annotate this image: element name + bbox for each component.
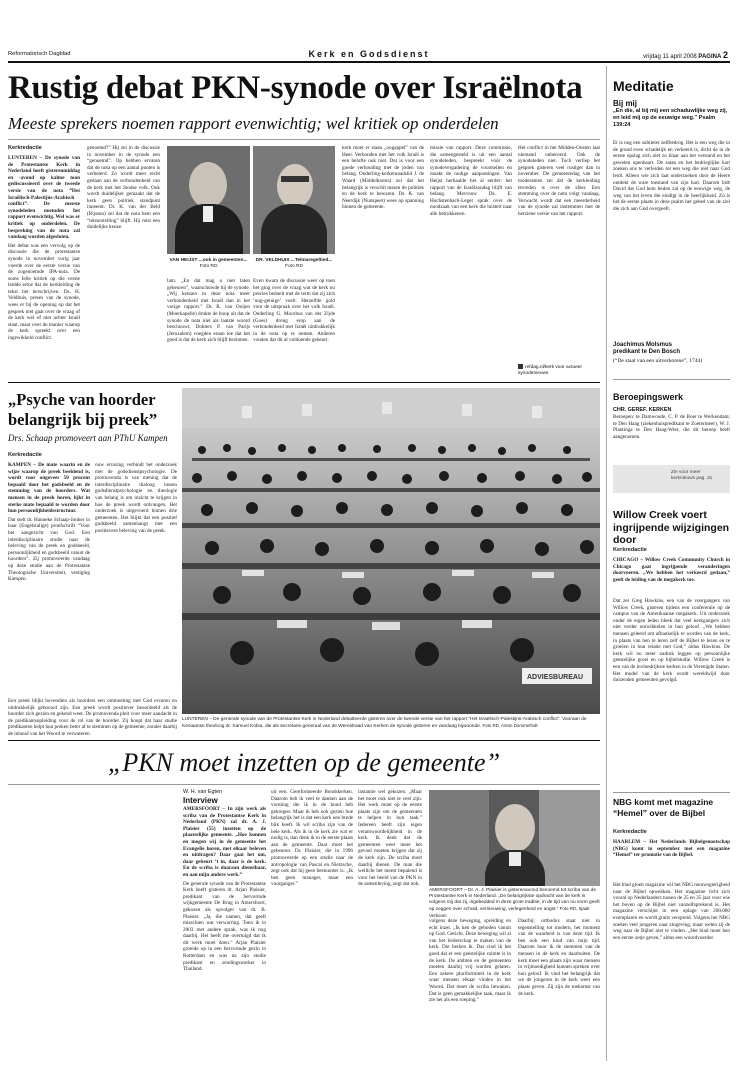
main-column-2 [87,145,160,378]
psyche-column-extra [8,698,177,738]
psyche-col3-text: Een preek blijkt bovendien als hoorders een ontmoeting met God ervaren en uitdrukkelijk gebouwd zijn. Een preek wordt positiever beoordeeld als de hoorder zich gezien en gekend weet. De promovenda pleit voor meer aandacht in de predikantsopleiding voor de rol van de hoorder. Zij hoopt dat haar studie predikanten helpt hun preken beter af te stemmen op de gemeente, zonder daarbij de inhoud van het Woord te verwateren. [8,698,177,737]
pkn-headline: „PKN moet inzetten op de gemeente” [107,748,501,777]
psyche-lead: KAMPEN – De mate waarin en de wijze waarop de preek beeldend is, wordt voor ongeveer 50 procent bepaald door het godsbeeld en de stemming van de hoorders. Wat mensen in de preek horen, lijkt in sterke mate bepaald te worden door hun persoonlijkheidsstructuur. [8,462,90,515]
meditation-verse: „En die, al bij mij een schaduwlijke weg zij, en leid mij op de eeuwige weg.” Psalm 139:24 [613,108,728,128]
main-kicker: Kerkredactie [8,145,42,151]
pkn-column-5 [518,918,600,1060]
photo-plaisier-caption [429,888,600,920]
pkn-col4-text: volgens deze beweging, spreiding en echt inzet. „Ik ken de gehoden vanuit op God. Gericht. Deze beweging wil al van het leiderschap te maken van de kerk. Die herken ik. Dat vind ik het goed dat er een geestelijke ruimte is in de kerk. De ambten en de gemeenten moeten daarbij vrij worden gelaten. Een zekere pluriformiteit in de kerk waar mensen elkaar vinden in het Woord. Dat moet de scriba bewaken. Dat is geen gemakkelijke taak, maar ik zie het als een roeping.” [429,918,511,1004]
main-column-3 [167,278,250,378]
pkn-col1-text: De generale synode van de Protestantse Kerk heeft gisteren dr. Arjan Plaisier, predikant van de hervormde wijkgemeente De Brug in Amersfoort, gekozen als opvolger van dr. B. Plaisier. „Ja, die namen, dat geeft misschien wat verwarring. Toen ik in 2003 met andere sprak, was ik nog daarbij. Het heeft me overtuigd dat ik dit werk moet doen.” Arjan Plaisier groeide op in een hervormde gezin in Rotterdam en was na zijn studie predikant en zendingswerker in Thailand. [183,880,266,973]
caption-credit: Foto RD, Sjaak Verboom [429,906,590,918]
main-col6-text: missie van rapport. Deze commissie, die samengesteld is uit een aantal synodeleden, bespreekt vóór de synodevergadering de voorstellen en maakt de nodige aanpassingen. Van Heijst herhaalde het al eerder: het rapport van de Israëlzondag blijft van belang. Mevrouw Ds. E. Hochstenbach-Leget sprak over de noodzaak van een kerk die luistert naar alle betrokkenen. [430,145,512,217]
meditation-rule [613,379,730,380]
psyche-col1-text: Dat stelt dr. Hanneke Schaap-Jonker in haar (Engelstalige) proefschrift “Voor het aangezicht van God. Een interdisciplinaire studie naar de beleving van de preek en godsbeeld, persoonlijkheid en godsbeeld vanuit de hoorders”. Zij promoveerde vandaag op deze studie aan de Protestantse Theologische Universiteit, vestiging Kampen. [8,516,90,583]
conference-photo-art [182,388,600,714]
web-icon [518,364,523,369]
main-column-4 [253,278,335,378]
appointments-more-box [613,465,730,493]
willow-lead: CHICAGO – Willow Creek Community Church in Chicago gaat ingrijpende veranderingen doorvoeren. „We hebben het verkeerd gedaan,” geeft de leiding van de megakerk toe. [613,557,730,583]
pkn-col2-text: uit een. Gereformeerde Bondskerken. Daarom heb ik veel te danken aan de vorming die ik in de bond heb gekregen. Maar ik heb ook gezien hoe belangrijk het is dat een kerk een brede blik heeft. Ik wil scriba zijn van de hele kerk. Als ik in de kerk zie wat er nodig is, dan denk ik in de eerste plaats aan de gemeente. Daar moet het gebeuren. Dr. Plaisier, die in 1996 promoveerde op een studie naar de antropologie van Pascal en Nietzsche, zegt ook dat hij geen bestuurder is. „Ik ben geen manager, maar een voorganger.” [271,789,353,888]
conference-caption-text: LUNTEREN – De generale synode van de Protestantse Kerk in Nederland debatteerde gisteren over de tweede versie van het rapport “Het Israëlisch-Palestijns-Arabisch conflict”. Vooraan de Keniaanse theoloog dr. Samuel Kobia, die als secretaris-generaal van de Wereldraad van Kerken de synode gisteren en vandaag bijwoonde. [182,717,587,729]
conference-caption [182,717,600,730]
main-col1-text: Het debat was een vervolg op de discussie die de protestantse synode in november vorig jaar voerde over de eerste versie van de zogenoemde IPA-nota. De soms felle kritiek op die versie leidde ertoe dat de kerkleiding de tekst liet herschrijven. Ds. H. Veldhuis, preses van de synode, wees er bij de opening op dat het gesprek niet gaat over de vraag of de kerk wel of niet achter Israël staat, maar over de manier waarop de kerk spreekt over een ingewikkeld conflict. [8,242,80,342]
conference-bottom-rule [8,740,600,741]
main-col3-text: lam. „En dat mag u niet laten gebeuren”, waarschuwde hij de synode. „Wij kennen in deze nota meer verbondenheid met Israël dan in het vorige rapport.” Dr. R. van Ooijen (Moerkapelle) drukte de hoop uit dat de synode de nota niet als laatste woord beschouwt. Dokters P. van Parijs (Jeruzalem) voegden eraan toe dat het goed is dat de kerk zich blijft bezinnen. [167,278,250,344]
date-text: vrijdag 11 april 2008 [643,54,697,60]
main-col7-text: Het conflict in het Midden-Oosten laat niemand onberoerd. Ook de synodeleden niet. Toch verliep het gesprek gisteren veel rustiger dan in november. De gemeentedag van het moderamen zei dat de kerkleiding tevreden is over de sfeer. Een stemming over de nota volgt vandaag. Verwacht wordt dat een meerderheid van de synode zal instemmen met de herziene versie van het rapport. [518,145,600,217]
main-lead: LUNTEREN – De synode van de Protestantse Kerk in Nederland heeft gisterenmiddag en -avond op kalme toon gediscussieerd over de tweede versie van de nota “Het Israëlisch-Palestijns-Arabisch conflict”. De meeste synodeleden noemden het rapport evenwichtig. Wel was er kritiek op onderdelen. De bespreking van de nota zal vandaag worden afgesloten. [8,155,80,241]
photo-van-heijst [167,146,250,254]
appointments-title: Beroepingswerk [613,392,684,402]
main-col4-text: Even kwam de discussie weer op toen het ging over de vraag wat de kerk nu precies bedoelt met de term dat zij zich ‘oog-getuige’ voelt. Hetzelfde gold voor de uitspraak over het volk Israël. Onderling G. Moorhus van der Zijde (Goes) drong erop aan de verbondenheid met Israël uitdrukkelijk in de nota op te nemen. Anderen vonden dat dit al voldoende gebeurt. [253,278,335,344]
web-link-text: refdag.nl/kerk voor actueel synodenieuws [518,364,582,376]
willow-kicker: Kerkredactie [613,547,647,553]
appointments-text: Beroepen: te Damwoude, C. P. de Boer te Werkendam; te Den Haag (ziekenhuispredikant te Zoetermeer), W. J. Plantinga te Den Haag-West, die dit beroep heeft aangenomen. [613,414,730,440]
section-name: Kerk en Godsdienst [308,49,430,59]
header-rule [8,61,730,63]
pkn-label: Interview [183,796,218,805]
photo-plaisier [429,790,600,886]
willow-body: Dat zei Greg Hawkins, een van de voorgangers van Willow Creek, gisteren tijdens een conferentie op de campus van de Amerikaanse megakerk. Uit onderzoek onder de eigen leden bleek dat veel kerkgangers zich niet verder ontwikkelen in hun geloof. „We hebben mensen geleerd om afhankelijk te worden van de kerk, in plaats van hen te leren zelf de Bijbel te lezen en te groeien in hun relatie met God,” aldus Hawkins. De kerk wil nu meer nadruk leggen op persoonlijke geestelijke groei en op bijbelstudie. Willow Creek is een van de invloedrijkste kerken in de Verenigde Staten. Het model van de kerk wordt wereldwijd door duizenden gemeenten gevolgd. [613,598,730,684]
pkn-column-3 [358,789,422,1060]
main-column-5 [342,145,424,378]
pkn-column-2 [271,789,353,1060]
pkn-col3-text: instantie wel gekozen. „Maar het moet ook niet te veel zijn. Het werk moet op de eerste plaats zijn om de gemeenten te helpen in hun taak.” Iedereen heeft zijn eigen verantwoordelijkheid in de kerk. Ik denk dat de gemeenten weer meer het gevoel moeten krijgen dat zij de kerk zijn. De scriba moet daarbij dienen. De man die wellicht het meest bepalend is voor het beeld van de PKN in de samenleving, zegt dat ook. [358,789,422,888]
caption-credit: Foto RD [199,264,218,269]
appointments-more-text: Zie voor meer kerknieuws pag. 31 [671,470,713,481]
meditation-title: Meditatie [613,78,674,94]
meditation-heading: Bij mij [613,99,638,108]
caption-credit: Foto RD [285,264,303,269]
caption-text: VAN HEIJST ...ook in gemeenten... [169,258,248,263]
pkn-byline: W. H. van Egten [183,789,222,795]
nbg-body: Het blad gloeit magazine wil het NBG nieuwsgierigheid naar de Bijbel opwekken. Het magazine richt zich vooral op Nederlanders tussen de 25 en 35 jaar voor wie het boven op de Bijbel niet vanzelfsprekend is. Het magazine verschijnt in een oplage van 200.000 exemplaren en wordt gratis verspreid. Volgens het NBG zoeken veel jongeren naar zingeving, maar weten zij de weg naar de Bijbel niet te vinden. „Het blad moet hen een eerste zetje geven,” aldus een woordvoerder. [613,882,730,941]
pkn-lead: AMERSFOORT – In zijn werk als scriba van de Protestantse Kerk in Nederland (PKN) zal dr. A. J. Plaisier (55) inzetten op de plaatselijke gemeente. „Hoe kunnen en mogen wij in de gemeente het Evangelie horen, met elkaar beleven en uitdragen? Daar gaat het om, daar gebeurt ’t in, daar is de kerk. En de scriba is daaraan dienstbaar, en aan mijn andere werk.” [183,806,266,878]
conference-photo [182,388,600,714]
sidebar-divider [606,66,607,1061]
page-number: 2 [722,50,728,60]
main-subhead: Meeste sprekers noemen rapport evenwichtig; wel kritiek op onderdelen [8,114,499,133]
publication-name: Reformatorisch Dagblad [8,51,71,57]
web-link[interactable] [518,364,600,377]
psyche-headline: „Psyche van hoorder belangrijk bij preek” [8,390,158,429]
appointments-church: CHR. GEREF. KERKEN [613,407,672,413]
main-col5-text: kerk moet er staan „oogappel” van de Heer. Verbonden met het volk Israël is een belofte ook niet. Dat is voor een goede verhouding met de joden van belang. Onderling-kerkenraadslid J. de Waard (Middelharnis) zei dat het belangrijk is verschil tussen de politiek en de kerk te bewaren. Ds. K. van Neerdijk (Nunspeet) wees op spanning binnen de gemeente. [342,145,424,211]
pkn-column-4 [429,918,511,1060]
main-column-6 [430,145,512,378]
meditation-author-role: predikant te Den Bosch [613,349,681,355]
pkn-column-1 [183,806,266,1060]
main-column-1 [8,155,80,378]
willow-headline: Willow Creek voert ingrijpende wijzigingen door [613,509,730,546]
caption-text: DR. VELDHUIS ...Telmaregeltied... [255,258,333,263]
psyche-column-2 [95,462,177,694]
conference-caption-credit: Foto RD, Anton Dommerholt [482,723,538,728]
main-story-bottom-rule [8,382,600,383]
nbg-lead: HAARLEM – Het Nederlands Bijbelgenootschap (NBG) komt in september met een magazine “Hemel” ter promotie van de Bijbel. [613,839,730,859]
photo-veldhuis-caption [253,258,335,270]
pkn-headline-rule [8,784,600,785]
meditation-author: Joachimus Molsmus [613,342,673,348]
main-col2-text: genoemd?” Hij zei in de discussie in november in de synode een “genoemd”. Op hebben ervaren dat de nota op een aantal punten is verbeterd. Zo wordt meer recht gedaan aan de verbondenheid van de kerk met het Joodse volk. Ook wordt duidelijker gemaakt dat de kerk geen politiek standpunt inneemt. Dr. K. van der Beld (Rijssen) zei dat de nota hem een “teleurstelling” blijft. Hij mist een duidelijke keuze. [87,145,160,231]
issue-date [643,50,728,60]
caption-text: AMERSFOORT – Dr. A. J. Plaisier is gisterenavond benoemd tot scriba van de Protestantse Kerk in Nederland. „De belangrijkste opdracht van de kerk is volgens mij dat zij, ingebedded in deze grote traditie, in de tijd van nu vorm geeft op zeggen over schuld, vernieuwing, verlegenheid en angst.” [429,888,600,912]
willow-rule [613,792,730,793]
main-headline: Rustig debat PKN-synode over Israëlnota [8,70,583,106]
page-label: PAGINA [698,54,722,60]
psyche-column-1 [8,462,90,694]
main-column-7 [518,145,600,363]
meditation-source: (“De staat van een uitverkorene”, 1744) [613,358,703,364]
psyche-kicker: Kerkredactie [8,452,42,458]
psyche-col2-text: ouw ervaring verbindt het onderzoek met de godsdienstpsychologie. De promovenda is van mening dat de interdisciplinaire dialoog tussen godsdienstpsychologie en theologie van belang is om inzicht te krijgen in hoe de preek wordt ontvangen. Het onderzoek is uitgevoerd binnen drie gemeenten. Het blijkt dat een positief godsbeeld samenhangt met een positievere beleving van de preek. [95,462,177,534]
photo-van-heijst-caption [167,258,250,270]
conference-badge: ADVIESBUREAU [527,674,584,681]
psyche-subhead: Drs. Schaap promoveert aan PThU Kampen [8,433,168,443]
pkn-col5-text: Daarbij: orthodox staat niet in tegenstelling tot modern, het moment van de waarheid is van deze tijd. Ik ben ook een kind van mijn tijd. Daarom hoor ik de stemmen van de mensen in de kerk en daarbuiten. De kerk moet een plaats zijn waar mensen in vrijmoedigheid kunnen spreken over hun geloof. Ik vind het belangrijk dat we de jongeren in de kerk weer een plaats geven. Zij zijn de toekomst van de kerk. [518,918,600,997]
nbg-headline: NBG komt met magazine “Hemel” over de Bijbel [613,797,714,818]
nbg-kicker: Kerkredactie [613,829,647,835]
photo-veldhuis [253,146,335,254]
meditation-body: Er is nog een subtieler zelfbedrog. Het is een weg die in de grond even schadelijk en verkeerd is, dicht de in de eerste opslag zich niet zo klaar aan het verstand en het geweten openbaart. De satan en het bedrieglijke hart zoeken ons te verleiden tot een weg die niet naar God leidt. Alleen wie zich laat onderzoeken door de Heere ontdekt de ware toestand van zijn hart. Daarom bidt David dat God hem leiden zal op de eeuwige weg, de weg van het leven die eindigt in de heerlijkheid. Zo is het de eerste plaats in deze psalm het gebed van de ziel die zich aan God overgeeft. [613,140,730,212]
main-subhead-rule [8,139,600,140]
